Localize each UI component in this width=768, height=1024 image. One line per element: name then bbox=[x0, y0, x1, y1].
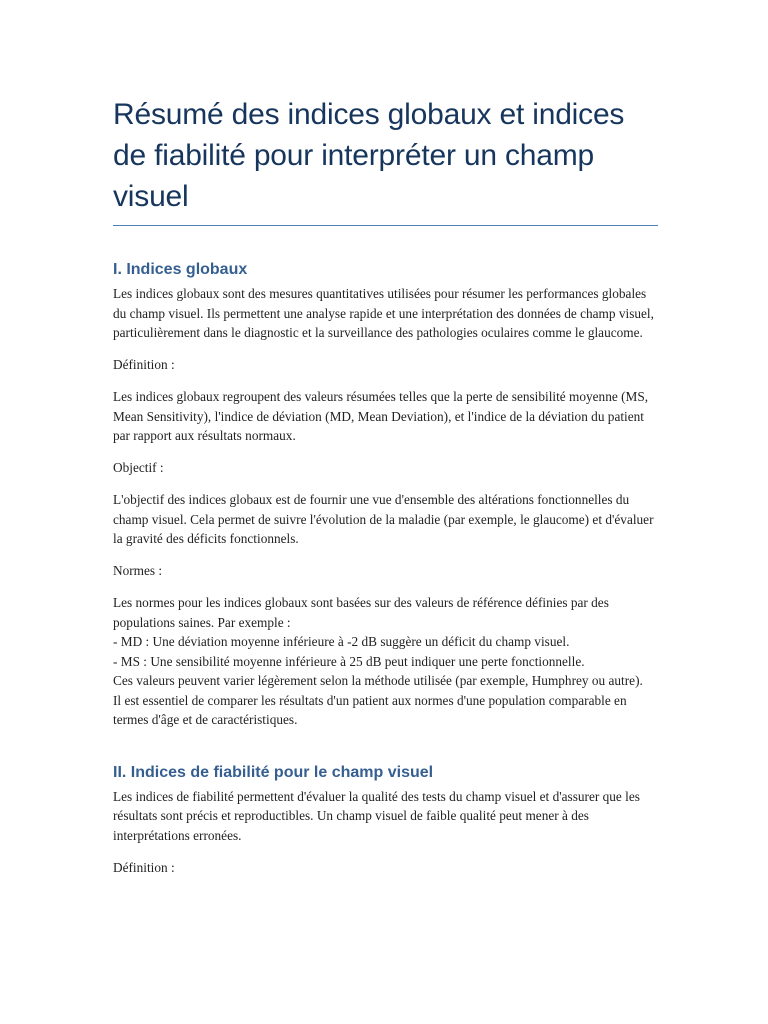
norms-line-md: - MD : Une déviation moyenne inférieure à -2 dB suggère un déficit du champ visuel. bbox=[113, 634, 570, 649]
section1-objective-label: Objectif : bbox=[113, 460, 164, 475]
document-title: Résumé des indices globaux et indices de fiabilité pour interpréter un champ visuel bbox=[113, 0, 658, 226]
norms-line-ms: - MS : Une sensibilité moyenne inférieure à 25 dB peut indiquer une perte fonctionnelle. bbox=[113, 653, 585, 669]
section-heading-indices-globaux: I. Indices globaux bbox=[113, 261, 248, 278]
section1-definition-paragraph: Les indices globaux regroupent des valeurs résumées telles que la perte de sensibilité moyenne (MS, Mean Sensitivity), l'indice de déviation (MD, Mean Deviation), et l'indice de la déviation du patient par rapport aux résultats normaux. bbox=[113, 389, 649, 443]
section1-norms-paragraph bbox=[113, 593, 658, 730]
norms-line: Les normes pour les indices globaux sont basées sur des valeurs de référence définies par des populations saines. Par exemple : bbox=[113, 595, 609, 630]
document-page bbox=[113, 0, 658, 877]
section2-definition-label: Définition : bbox=[113, 859, 175, 875]
section1-intro-paragraph: Les indices globaux sont des mesures quantitatives utilisées pour résumer les performances globales du champ visuel. Ils permettent une analyse rapide et une interprétation des données de champ visuel, particulièrement dans le diagnostic et la surveillance des pathologies oculaires comme le glaucome. bbox=[113, 286, 654, 340]
norms-line: Il est essentiel de comparer les résultats d'un patient aux normes d'une population comparable en termes d'âge et de caractéristiques. bbox=[113, 692, 627, 727]
section1-objective-paragraph: L'objectif des indices globaux est de fournir une vue d'ensemble des altérations fonctionnelles du champ visuel. Cela permet de suivre l'évolution de la maladie (par exemple, le glaucome) et d'évaluer la gravité des déficits fonctionnels. bbox=[113, 492, 654, 546]
section1-norms-label: Normes : bbox=[113, 563, 163, 578]
section-heading-indices-fiabilite: II. Indices de fiabilité pour le champ visuel bbox=[113, 763, 434, 781]
norms-line: Ces valeurs peuvent varier légèrement selon la méthode utilisée (par exemple, Humphrey ou autre). bbox=[113, 673, 643, 688]
section2-intro-paragraph: Les indices de fiabilité permettent d'évaluer la qualité des tests du champ visuel et d'assurer que les résultats sont précis et reproductibles. Un champ visuel de faible qualité peut mener à des interprétations erronées. bbox=[113, 788, 640, 843]
section1-definition-label: Définition : bbox=[113, 357, 175, 372]
